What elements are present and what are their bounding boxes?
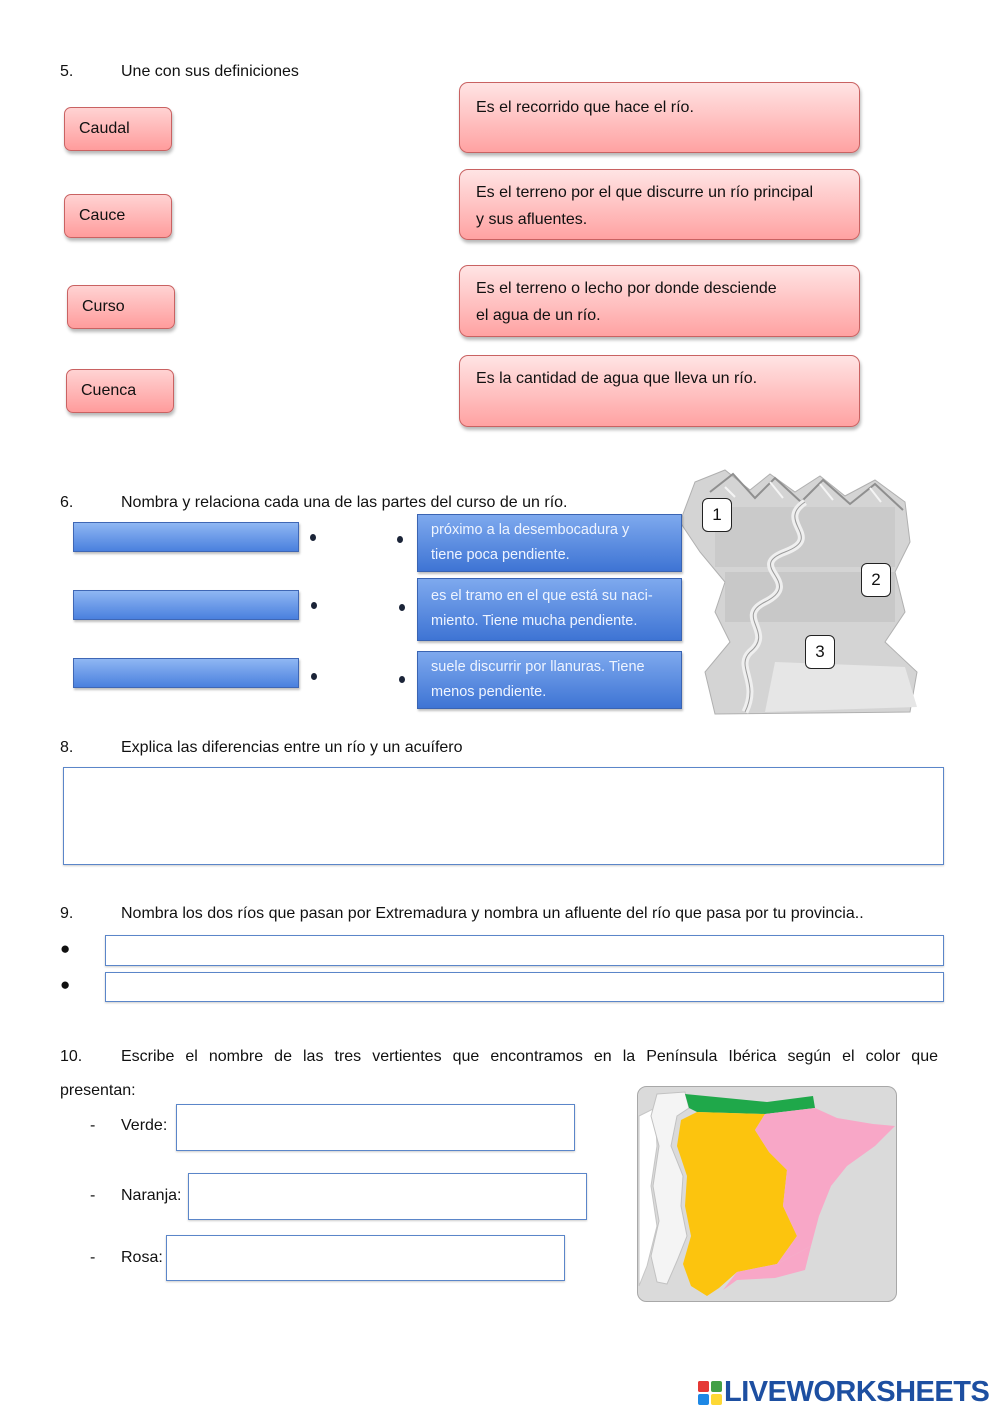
river-part-label-3: 3 (805, 635, 835, 669)
match-dot-right-1[interactable] (397, 536, 403, 543)
q9-bullet-1: ● (60, 939, 71, 958)
river-def-2-line-1: es el tramo en el que está su naci- (431, 588, 653, 604)
q10-text-line-2: presentan: (60, 1082, 136, 1099)
river-mouth-plain (765, 662, 917, 712)
definition-box-2[interactable] (459, 169, 860, 240)
iberian-peninsula-map (637, 1086, 897, 1302)
q9-answer-field-1[interactable] (105, 935, 944, 966)
q9-number: 9. (60, 905, 74, 922)
q9-bullet-2: ● (60, 975, 71, 994)
label-verde: Verde: (121, 1117, 168, 1134)
logo-square-2 (711, 1381, 722, 1392)
naranja-answer-field[interactable] (188, 1173, 587, 1220)
definition-box-1[interactable] (459, 82, 860, 153)
rosa-answer-field[interactable] (166, 1235, 565, 1281)
river-def-3-line-2: menos pendiente. (431, 684, 547, 700)
river-def-3-line-1: suele discurrir por llanuras. Tiene (431, 659, 645, 675)
river-part-definition-3[interactable] (417, 651, 682, 709)
river-part-label-2: 2 (861, 563, 891, 597)
match-dot-left-2[interactable] (311, 602, 317, 609)
river-part-definition-1[interactable] (417, 514, 682, 572)
match-dot-left-1[interactable] (310, 534, 316, 541)
term-curso[interactable]: Curso (67, 285, 175, 329)
q8-answer-field[interactable] (63, 767, 944, 865)
dash-verde: - (90, 1117, 96, 1134)
definition-3-line-1: Es el terreno o lecho por donde desciende (476, 280, 777, 297)
verde-answer-field[interactable] (176, 1104, 575, 1151)
logo-square-4 (711, 1394, 722, 1405)
q10-number: 10. (60, 1048, 83, 1065)
match-dot-left-3[interactable] (311, 673, 317, 680)
q9-answer-field-2[interactable] (105, 972, 944, 1002)
river-def-1-line-1: próximo a la desembocadura y (431, 522, 630, 538)
match-dot-right-3[interactable] (399, 676, 405, 683)
definition-2-line-2: y sus afluentes. (476, 211, 588, 228)
q10-text-line-1: Escribe el nombre de las tres vertientes que encontramos en la Península Ibérica según el color que (121, 1048, 938, 1065)
q5-text: Une con sus definiciones (121, 63, 299, 80)
q8-text: Explica las diferencias entre un río y un acuífero (121, 739, 463, 756)
river-part-input-3[interactable] (73, 658, 299, 688)
definition-4-line-1: Es la cantidad de agua que lleva un río. (476, 370, 758, 387)
liveworksheets-logo-squares (698, 1381, 722, 1405)
q6-text: Nombra y relaciona cada una de las partes del curso de un río. (121, 494, 568, 511)
term-cuenca[interactable]: Cuenca (66, 369, 174, 413)
match-dot-right-2[interactable] (399, 604, 405, 611)
river-part-input-2[interactable] (73, 590, 299, 620)
definition-box-4[interactable] (459, 355, 860, 427)
river-part-input-1[interactable] (73, 522, 299, 552)
label-naranja: Naranja: (121, 1187, 182, 1204)
term-cauce[interactable]: Cauce (64, 194, 172, 238)
label-rosa: Rosa: (121, 1249, 163, 1266)
definition-3-line-2: el agua de un río. (476, 307, 601, 324)
river-def-2-line-2: miento. Tiene mucha pendiente. (431, 613, 638, 629)
dash-rosa: - (90, 1249, 96, 1266)
river-part-definition-2[interactable] (417, 578, 682, 641)
definition-2-line-1: Es el terreno por el que discurre un río principal (476, 184, 814, 201)
q6-number: 6. (60, 494, 74, 511)
term-caudal[interactable]: Caudal (64, 107, 172, 151)
q5-number: 5. (60, 63, 74, 80)
dash-naranja: - (90, 1187, 96, 1204)
definition-box-3[interactable] (459, 265, 860, 337)
river-def-1-line-2: tiene poca pendiente. (431, 547, 570, 563)
definition-1-line-1: Es el recorrido que hace el río. (476, 99, 694, 116)
forest-area (715, 507, 895, 567)
q8-number: 8. (60, 739, 74, 756)
logo-square-3 (698, 1394, 709, 1405)
river-part-label-1: 1 (702, 498, 732, 532)
logo-square-1 (698, 1381, 709, 1392)
q9-text: Nombra los dos ríos que pasan por Extremadura y nombra un afluente del río que pasa por tu provincia.. (121, 905, 864, 922)
liveworksheets-logo-text: LIVEWORKSHEETS (724, 1376, 990, 1408)
